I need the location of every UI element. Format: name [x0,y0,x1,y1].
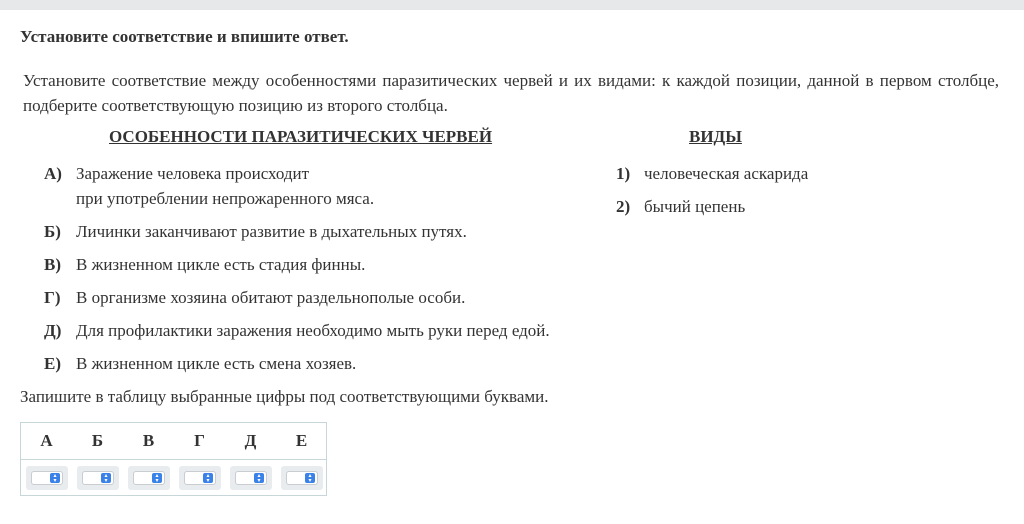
answer-instruction: Запишите в таблицу выбранные цифры под соответствующими буквами. [20,387,549,406]
species-number: 1) [616,164,631,183]
answer-header-v: В [142,431,155,450]
answer-table [20,422,327,496]
answer-table-header [21,423,326,460]
answer-select-b[interactable] [77,466,119,490]
answer-header-g: Г [194,431,205,450]
feature-item-v [44,252,604,277]
answer-select-v[interactable] [128,466,170,490]
feature-text: В жизненном цикле есть смена хозяев. [76,354,357,373]
answer-select-g[interactable] [179,466,221,490]
select-box[interactable] [235,471,267,485]
feature-letter: Е) [44,354,61,373]
chevron-updown-icon: ▴ ▾ [101,473,111,483]
answer-select-a[interactable] [26,466,68,490]
feature-letter: В) [44,255,61,274]
feature-item-a [44,161,604,211]
species-number: 2) [616,197,631,216]
species-label: бычий цепень [644,197,746,216]
feature-letter: Г) [44,288,61,307]
chevron-updown-icon: ▴ ▾ [305,473,315,483]
species-item-1 [616,161,916,186]
feature-item-e [44,351,604,376]
feature-item-g [44,285,604,310]
feature-text-line2: при употреблении непрожаренного мяса. [76,189,375,208]
feature-text: Для профилактики заражения необходимо мыть руки перед едой. [76,321,550,340]
species-label: человеческая аскарида [644,164,809,183]
answer-header-d: Д [244,431,257,450]
chevron-updown-icon: ▴ ▾ [50,473,60,483]
feature-text: Личинки заканчивают развитие в дыхательных путях. [76,222,467,241]
task-heading: Установите соответствие и впишите ответ. [20,27,349,46]
feature-letter: Б) [44,222,61,241]
feature-item-b [44,219,604,244]
answer-header-b: Б [91,431,104,450]
answer-select-e[interactable] [281,466,323,490]
answer-select-d[interactable] [230,466,272,490]
select-box[interactable] [31,471,63,485]
features-column-title: ОСОБЕННОСТИ ПАРАЗИТИЧЕСКИХ ЧЕРВЕЙ [109,127,493,146]
select-box[interactable] [133,471,165,485]
select-box[interactable] [184,471,216,485]
feature-text: Заражение человека происходит [76,164,310,183]
feature-text: В организме хозяина обитают раздельнополые особи. [76,288,466,307]
select-box[interactable] [82,471,114,485]
chevron-updown-icon: ▴ ▾ [203,473,213,483]
answer-header-a: А [40,431,53,450]
feature-text: В жизненном цикле есть стадия финны. [76,255,366,274]
species-item-2 [616,194,916,219]
top-bar [0,0,1024,10]
feature-letter: Д) [44,321,62,340]
task-intro: Установите соответствие между особенностями паразитических червей и их видами: к каждой позиции, данной в первом столбце, подберите соответствующую позицию из второго столбца. [23,71,999,115]
chevron-updown-icon: ▴ ▾ [254,473,264,483]
answer-header-e: Е [295,431,308,450]
select-box[interactable] [286,471,318,485]
chevron-updown-icon: ▴ ▾ [152,473,162,483]
species-column-title: ВИДЫ [689,127,742,146]
feature-item-d [44,318,604,343]
feature-letter: А) [44,164,62,183]
